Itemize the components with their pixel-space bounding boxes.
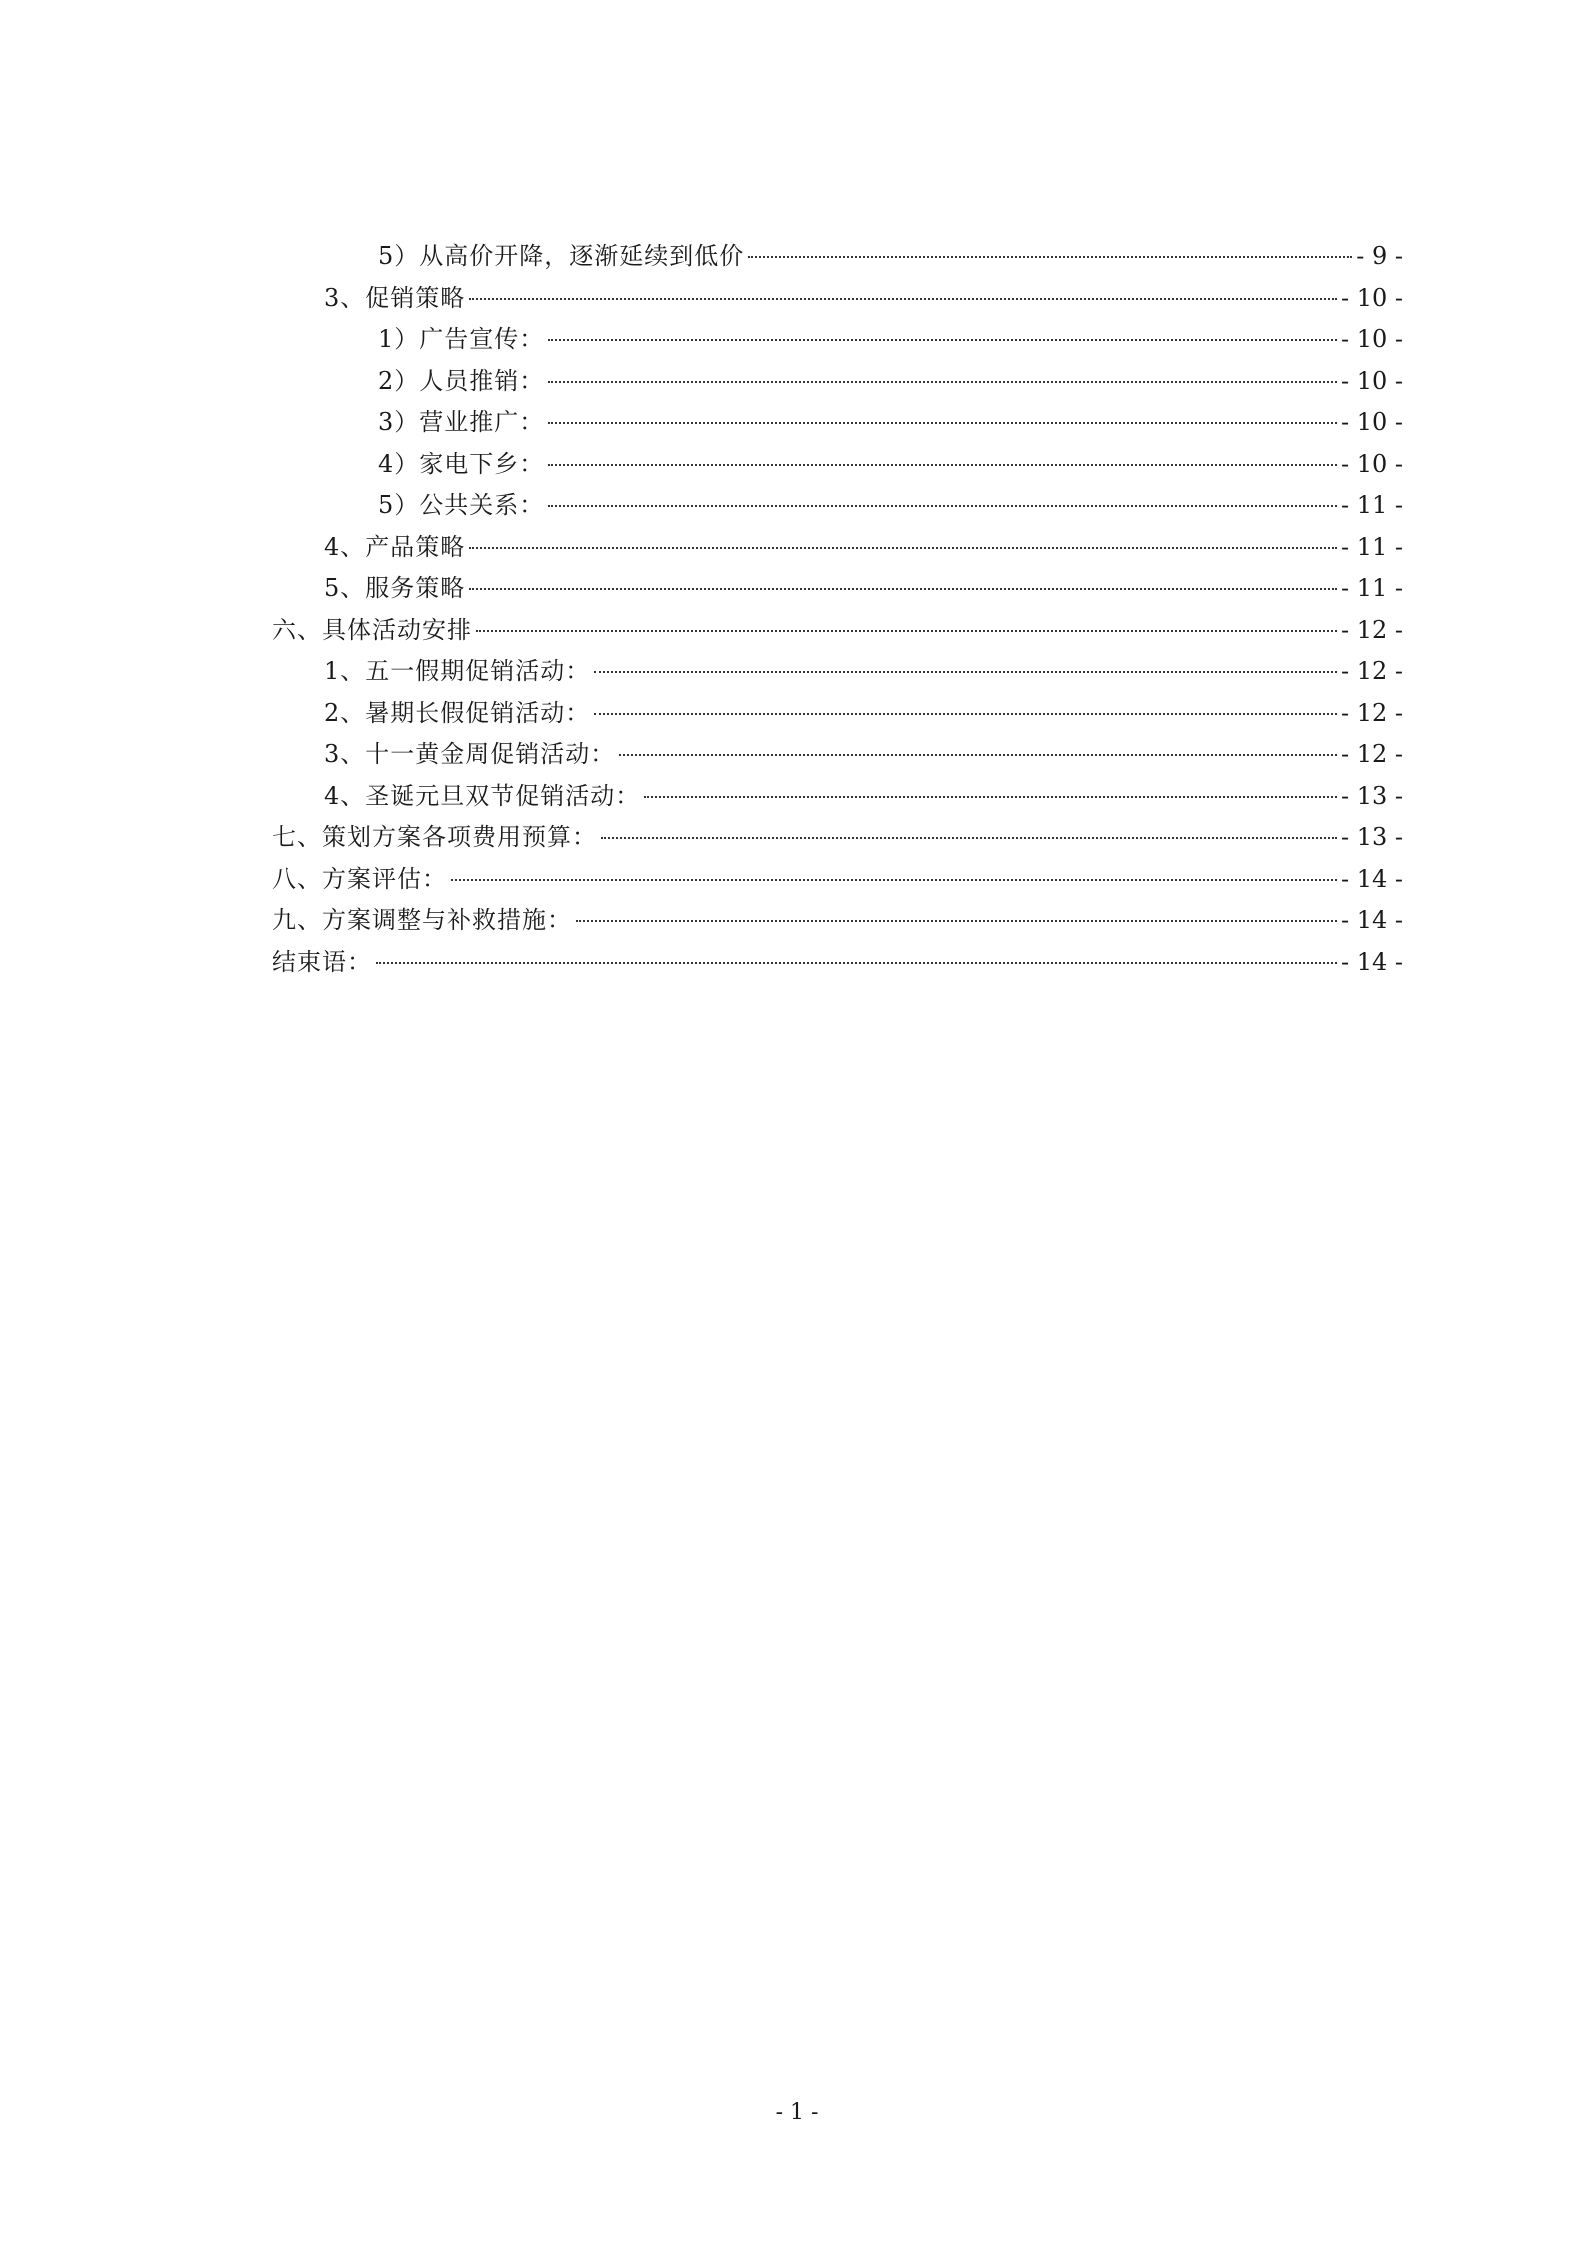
- toc-entry-page: - 13 -: [1340, 823, 1403, 851]
- toc-entry-page: - 11 -: [1340, 574, 1403, 602]
- toc-entry-page: - 12 -: [1340, 657, 1403, 685]
- toc-entry[interactable]: [272, 527, 1403, 569]
- toc-leader-dots: [619, 754, 1337, 756]
- toc-entry-page: - 10 -: [1340, 408, 1403, 436]
- toc-entry-label: 5）从高价开降，逐渐延续到低价: [378, 242, 745, 270]
- toc-leader-dots: [548, 505, 1337, 507]
- toc-leader-dots: [748, 256, 1352, 258]
- toc-entry-label: 3、十一黄金周促销活动：: [324, 740, 616, 768]
- toc-entry[interactable]: [272, 236, 1403, 278]
- toc-entry-label: 3）营业推广：: [378, 408, 545, 436]
- toc-entry[interactable]: [272, 319, 1403, 361]
- toc-leader-dots: [548, 422, 1337, 424]
- toc-leader-dots: [548, 339, 1337, 341]
- toc-entry-page: - 12 -: [1340, 740, 1403, 768]
- toc-entry-label: 六、具体活动安排: [272, 615, 472, 644]
- toc-leader-dots: [476, 630, 1337, 632]
- toc-entry-page: - 14 -: [1340, 947, 1403, 976]
- toc-entry[interactable]: [272, 610, 1403, 652]
- toc-entry-label: 4、产品策略: [324, 532, 466, 561]
- toc-entry[interactable]: [272, 485, 1403, 527]
- toc-leader-dots: [469, 547, 1337, 549]
- toc-entry-label: 5）公共关系：: [378, 491, 545, 519]
- toc-entry-page: - 10 -: [1340, 283, 1403, 312]
- toc-entry-label: 4）家电下乡：: [378, 449, 545, 478]
- toc-entry[interactable]: [272, 734, 1403, 776]
- toc-entry-page: - 12 -: [1340, 698, 1403, 727]
- toc-entry-page: - 12 -: [1340, 615, 1403, 644]
- toc-entry-label: 3、促销策略: [324, 283, 466, 312]
- toc-entry-page: - 11 -: [1340, 491, 1403, 519]
- toc-entry-label: 2）人员推销：: [378, 366, 545, 395]
- toc-entry[interactable]: [272, 817, 1403, 859]
- toc-entry-label: 结束语：: [272, 947, 372, 976]
- toc-leader-dots: [548, 464, 1337, 466]
- toc-leader-dots: [576, 920, 1337, 922]
- toc-entry-label: 1、五一假期促销活动：: [324, 657, 591, 685]
- toc-entry-label: 2、暑期长假促销活动：: [324, 698, 591, 727]
- toc-entry-label: 七、策划方案各项费用预算：: [272, 823, 597, 851]
- toc-entry[interactable]: [272, 361, 1403, 403]
- toc-entry-page: - 14 -: [1340, 864, 1403, 893]
- toc-entry[interactable]: [272, 776, 1403, 818]
- toc-entry-label: 八、方案评估：: [272, 864, 447, 893]
- toc-leader-dots: [469, 588, 1337, 590]
- toc-entry[interactable]: [272, 651, 1403, 693]
- toc-entry-page: - 13 -: [1340, 781, 1403, 810]
- toc-leader-dots: [451, 879, 1337, 881]
- toc-entry-label: 4、圣诞元旦双节促销活动：: [324, 781, 641, 810]
- toc-entry[interactable]: [272, 942, 1403, 984]
- toc-leader-dots: [601, 837, 1337, 839]
- toc-leader-dots: [469, 298, 1337, 300]
- toc-entry-label: 九、方案调整与补救措施：: [272, 906, 572, 934]
- toc-entry[interactable]: [272, 444, 1403, 486]
- toc-entry-page: - 11 -: [1340, 532, 1403, 561]
- table-of-contents: [272, 236, 1403, 983]
- toc-entry-label: 5、服务策略: [324, 574, 466, 602]
- toc-entry[interactable]: [272, 402, 1403, 444]
- toc-entry-page: - 10 -: [1340, 366, 1403, 395]
- toc-leader-dots: [548, 381, 1337, 383]
- toc-entry-page: - 14 -: [1340, 906, 1403, 934]
- toc-leader-dots: [376, 962, 1337, 964]
- toc-entry[interactable]: [272, 278, 1403, 320]
- toc-leader-dots: [644, 796, 1337, 798]
- page-number-footer: - 1 -: [775, 2100, 819, 2125]
- toc-leader-dots: [594, 713, 1337, 715]
- toc-entry[interactable]: [272, 568, 1403, 610]
- toc-entry-page: - 10 -: [1340, 325, 1403, 353]
- toc-entry-page: - 10 -: [1340, 449, 1403, 478]
- toc-entry[interactable]: [272, 900, 1403, 942]
- toc-entry[interactable]: [272, 859, 1403, 901]
- toc-entry-label: 1）广告宣传：: [378, 325, 545, 353]
- toc-leader-dots: [594, 671, 1337, 673]
- toc-entry-page: - 9 -: [1356, 242, 1403, 270]
- toc-entry[interactable]: [272, 693, 1403, 735]
